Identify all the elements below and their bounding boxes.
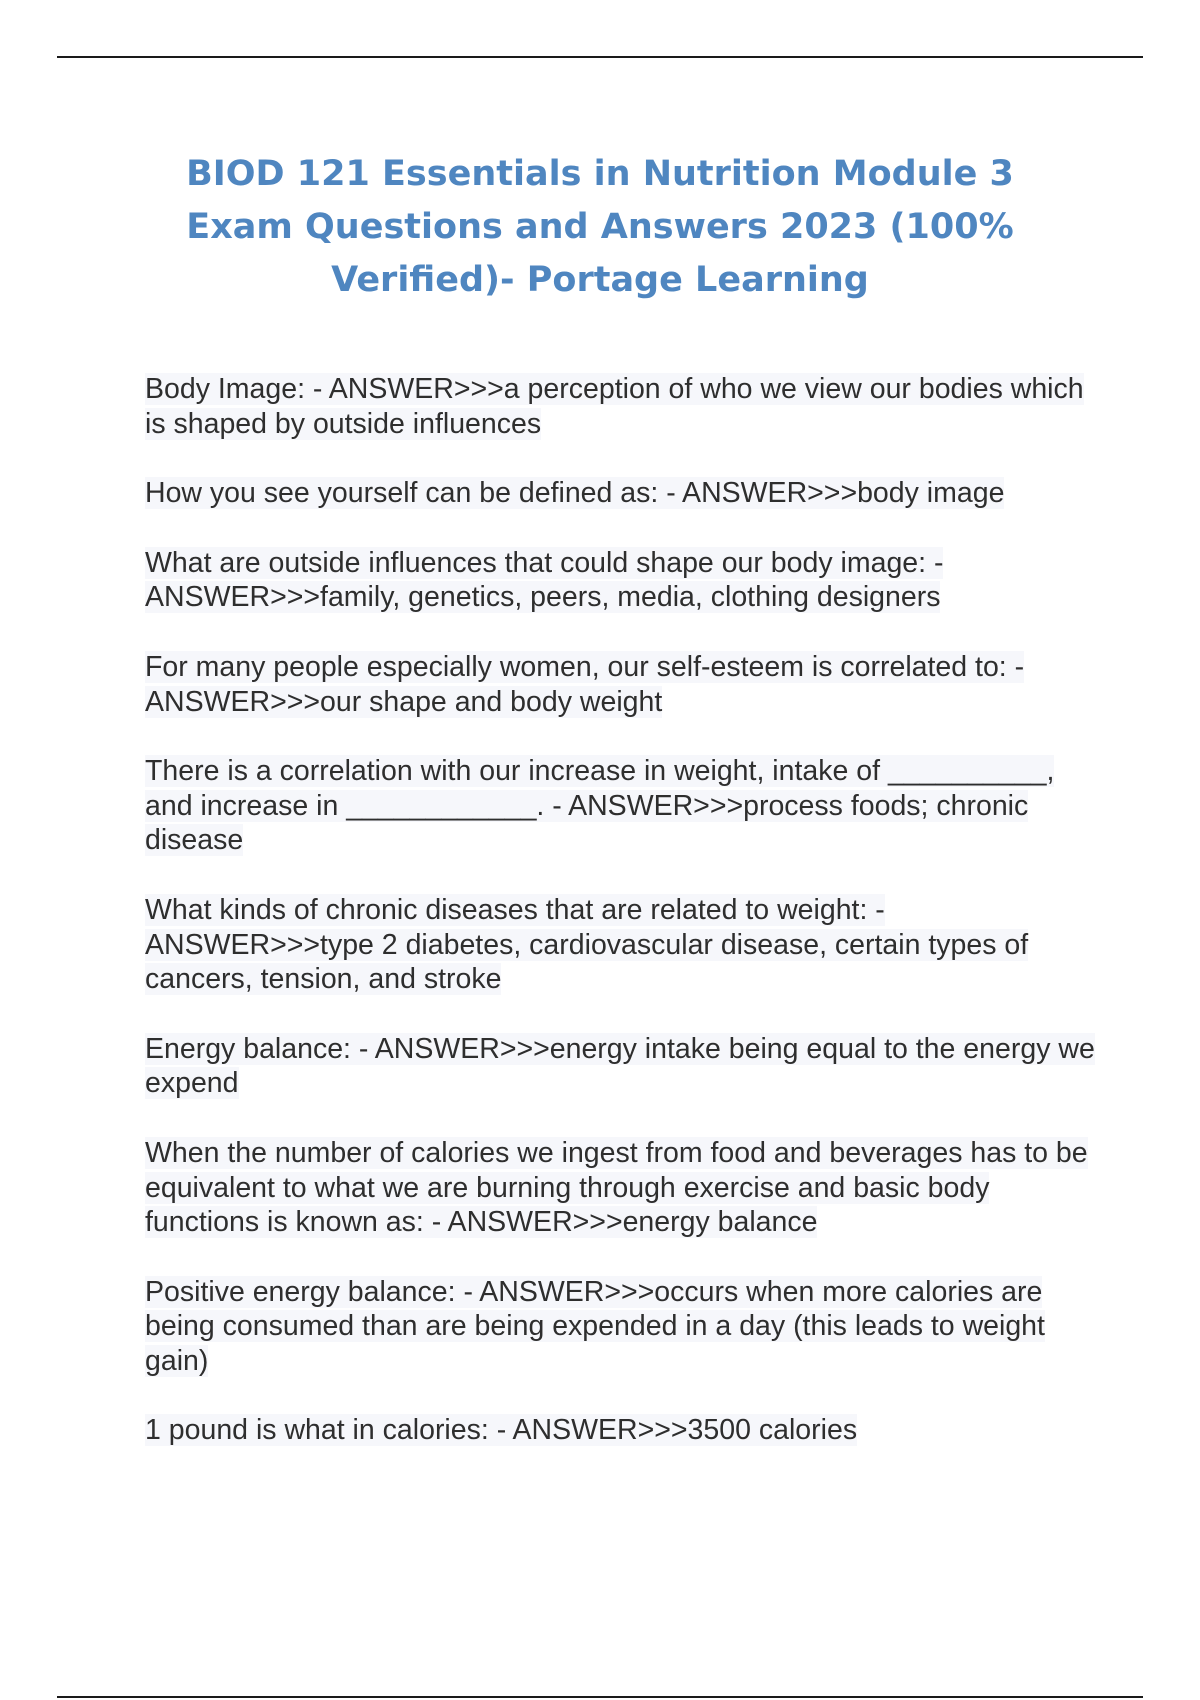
qa-item (145, 1032, 1105, 1101)
qa-item (145, 546, 1105, 615)
qa-item (145, 893, 1105, 997)
qa-text: How you see yourself can be defined as: - ANSWER>>>body image (145, 477, 1005, 510)
qa-list (145, 372, 1105, 1483)
qa-text: 1 pound is what in calories: - ANSWER>>>3500 calories (145, 1414, 858, 1447)
qa-text: There is a correlation with our increase in weight, intake of __________, and increase in ____________. - ANSWER>>>process foods; chronic disease (145, 755, 1055, 857)
qa-text: What are outside influences that could shape our body image: - ANSWER>>>family, genetics, peers, media, clothing designers (145, 546, 944, 614)
top-divider (57, 56, 1143, 58)
qa-text: When the number of calories we ingest from food and beverages has to be equivalent to what we are burning through exercise and basic body functions is known as: - ANSWER>>>energy balance (145, 1136, 1088, 1239)
qa-item (145, 1275, 1105, 1379)
qa-text: Energy balance: - ANSWER>>>energy intake being equal to the energy we expend (145, 1032, 1095, 1100)
qa-text: What kinds of chronic diseases that are related to weight: - ANSWER>>>type 2 diabetes, cardiovascular disease, certain types of cancers, tension, and stroke (145, 893, 1029, 996)
qa-text: Body Image: - ANSWER>>>a perception of who we view our bodies which is shaped by outside influences (145, 373, 1084, 440)
qa-text: Positive energy balance: - ANSWER>>>occurs when more calories are being consumed than are being expended in a day (this leads to weight gain) (145, 1275, 1045, 1377)
qa-item (145, 476, 1105, 511)
qa-item (145, 1136, 1105, 1240)
bottom-divider (57, 1696, 1143, 1698)
qa-item (145, 372, 1105, 441)
qa-item (145, 754, 1105, 858)
document-title: BIOD 121 Essentials in Nutrition Module 3 Exam Questions and Answers 2023 (100% Verified)- Portage Learning (186, 154, 1014, 300)
qa-item (145, 1413, 1105, 1448)
qa-text: For many people especially women, our self-esteem is correlated to: - ANSWER>>>our shape and body weight (145, 650, 1025, 718)
qa-item (145, 650, 1105, 719)
